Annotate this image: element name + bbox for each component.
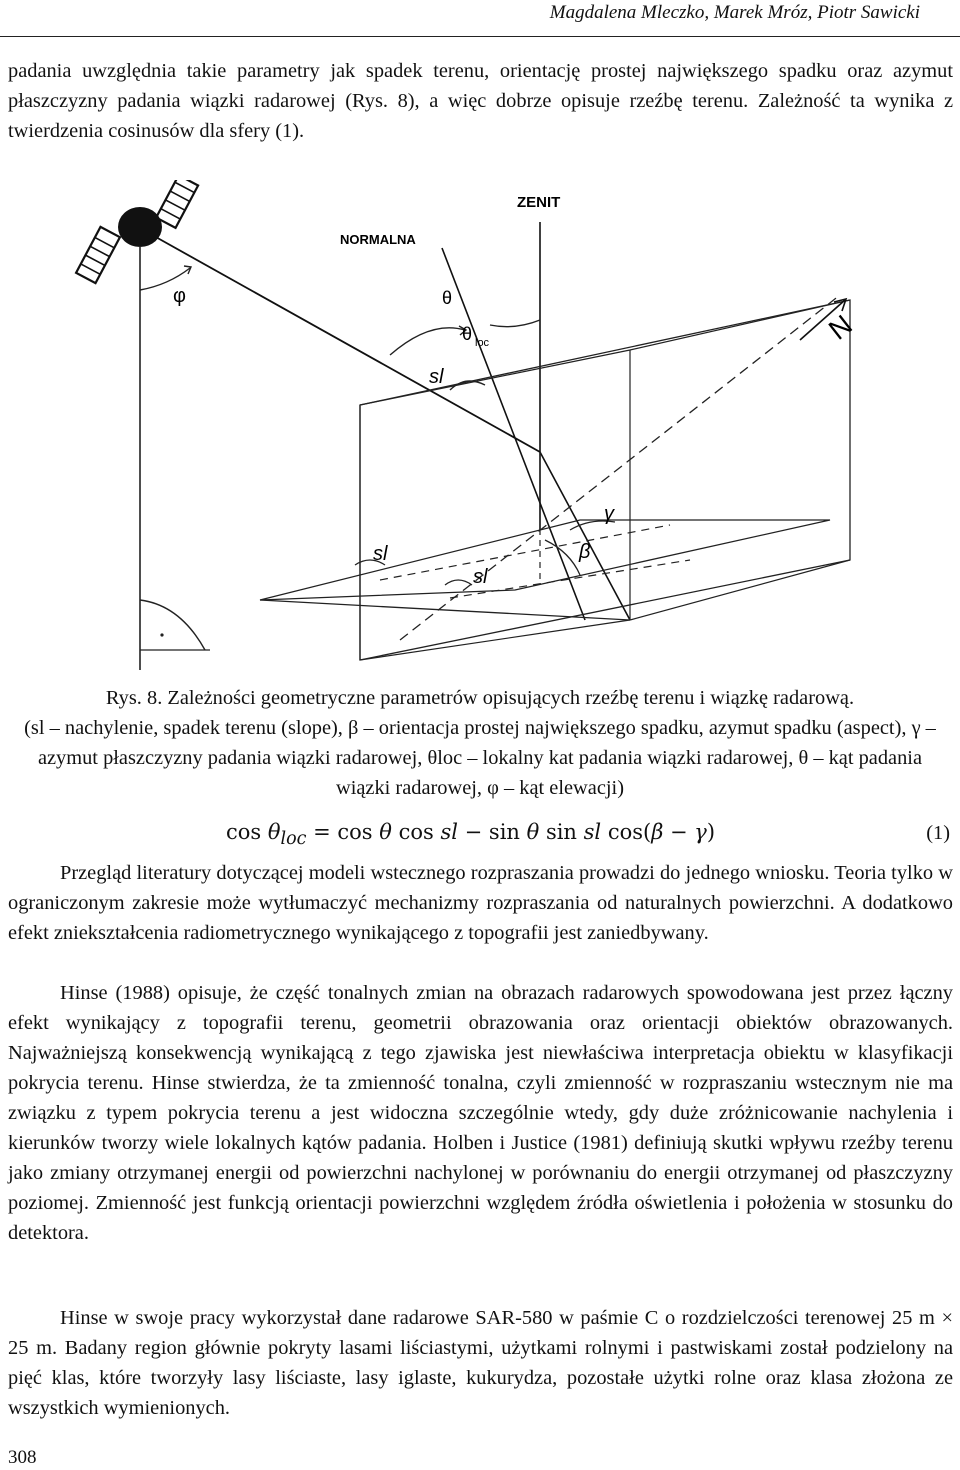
label-beta: β: [579, 541, 591, 563]
eq-theta2: θ: [379, 820, 392, 844]
equation-number: (1): [926, 822, 950, 844]
label-theta-loc: θ: [462, 324, 473, 344]
box-bottom-right: [630, 560, 850, 620]
sl-lower-arc: [445, 580, 472, 585]
label-zenit: ZENIT: [517, 194, 561, 211]
label-sl-lower: sl: [473, 566, 488, 588]
label-sl-left: sl: [373, 543, 388, 565]
figure-caption-title: Rys. 8. Zależności geometryczne parametrów opisujących rzeźbę terenu i wiązkę radarową.: [105, 687, 855, 709]
label-theta-loc-sub: loc: [475, 337, 490, 349]
equation-1: [0, 820, 960, 856]
figure-caption-legend: (sl – nachylenie, spadek terenu (slope), β – orientacja prostej największego spadku, azymut spadku (aspect), γ – azymut płaszczyzny padania wiązki radarowej, θloc – lokalny kat padania wiązki radarowej, θ – kąt padania wiązki radarowej, φ – kąt elewacji): [24, 717, 936, 799]
box-top-front: [360, 350, 630, 405]
label-north: N: [822, 308, 858, 346]
label-sl-upper: sl: [429, 366, 444, 388]
eq-loc: loc: [280, 829, 307, 850]
eq-beta: β: [651, 820, 664, 844]
eq-equals: = cos: [306, 820, 380, 844]
paragraph-2: Hinse (1988) opisuje, że część tonalnych zmian na obrazach radarowych spowodowana jest przez łączny efekt wynikający z topografii terenu, geometrii obrazowania oraz orientacji obiektów obrazowanych. Najważniejszą konsekwencją wynikającą z tego zjawiska jest niewłaściwa interpretacja obiektu w klasyfikacji pokrycia terenu. Hinse stwierdza, że ta zmienność tonalna, czyli zmienność w rozpraszaniu wstecznym nie ma związku z typem pokrycia terenu a jest widoczna szczególnie wtedy, gdy duże zróżnicowanie nachylenia i kierunków tworzy wiele lokalnych kątów padania. Holben i Justice (1981) definiują skutki wpływu rzeźby terenu jako zmiany otrzymanej energii od powierzchni nachylonej w porównaniu do energii otrzymanej od płaszczyzny poziomej. Zmienność jest funkcją orientacji powierzchni względem źródła oświetlenia i położenia w stosunku do detektora.: [8, 982, 953, 1244]
eq-sl2: sl: [583, 820, 602, 844]
page-number: 308: [8, 1447, 37, 1468]
eq-minus2: −: [663, 820, 695, 844]
figure-caption: [20, 683, 940, 803]
eq-minus: − sin: [457, 820, 527, 844]
equation-body: [226, 820, 715, 849]
eq-theta1: θ: [267, 820, 281, 844]
ground-angle-dot: [160, 633, 163, 636]
slope-surface: [260, 520, 830, 600]
eq-gamma: γ: [694, 820, 707, 844]
theta-arc: [490, 320, 540, 327]
north-dashed-line: [400, 295, 840, 640]
header-rule: [0, 36, 960, 37]
eq-theta3: θ: [526, 820, 540, 844]
theta-loc-arc: [390, 328, 465, 355]
eq-sl1: sl: [440, 820, 458, 844]
eq-cos3: cos(: [601, 820, 652, 844]
label-normalna: NORMALNA: [340, 232, 416, 247]
label-phi: φ: [173, 285, 186, 307]
geometry-diagram: [70, 180, 920, 680]
satellite-icon: [76, 180, 198, 283]
ground-angle-arc: [140, 600, 205, 650]
paragraph-3: Hinse w swoje pracy wykorzystał dane radarowe SAR-580 w paśmie C o rozdzielczości terenowej 25 m × 25 m. Badany region głównie pokryty lasami liściastymi, użytkami rolnymi i pastwiskami został podzielony na pięć klas, które tworzyły lasy liściaste, lasy iglaste, kukurydza, pozostałe użytki rolne oraz klasa złożona ze wszystkich wymienionych.: [8, 1307, 953, 1419]
eq-cos2: cos: [391, 820, 441, 844]
eq-cos1: cos: [226, 820, 268, 844]
slope-base-line: [260, 600, 630, 620]
eq-sin2: sin: [539, 820, 584, 844]
paragraph-1: Przegląd literatury dotyczącej modeli wstecznego rozpraszania prowadzi do jednego wniosku. Teoria tylko w ograniczonym zakresie może wytłumaczyć mechanizmy rozpraszania od naturalnych powierzchni. A dodatkowo efekt zniekształcenia radiometrycznego wynikającego z topografii jest zaniedbywany.: [8, 862, 953, 944]
figure-geometry-diagram: [70, 180, 920, 680]
eq-close: ): [706, 820, 716, 844]
intro-paragraph: padania uwzględnia takie parametry jak spadek terenu, orientację prostej największego spadku oraz azymut płaszczyzny padania wiązki radarowej (Rys. 8), a więc dobrze opisuje rzeźbę terenu. Zależność ta wynika z twierdzenia cosinusów dla sfery (1).: [8, 60, 953, 142]
running-header: Magdalena Mleczko, Marek Mróz, Piotr Sawicki: [549, 2, 920, 23]
label-gamma: γ: [604, 503, 614, 525]
label-theta: θ: [442, 288, 453, 308]
